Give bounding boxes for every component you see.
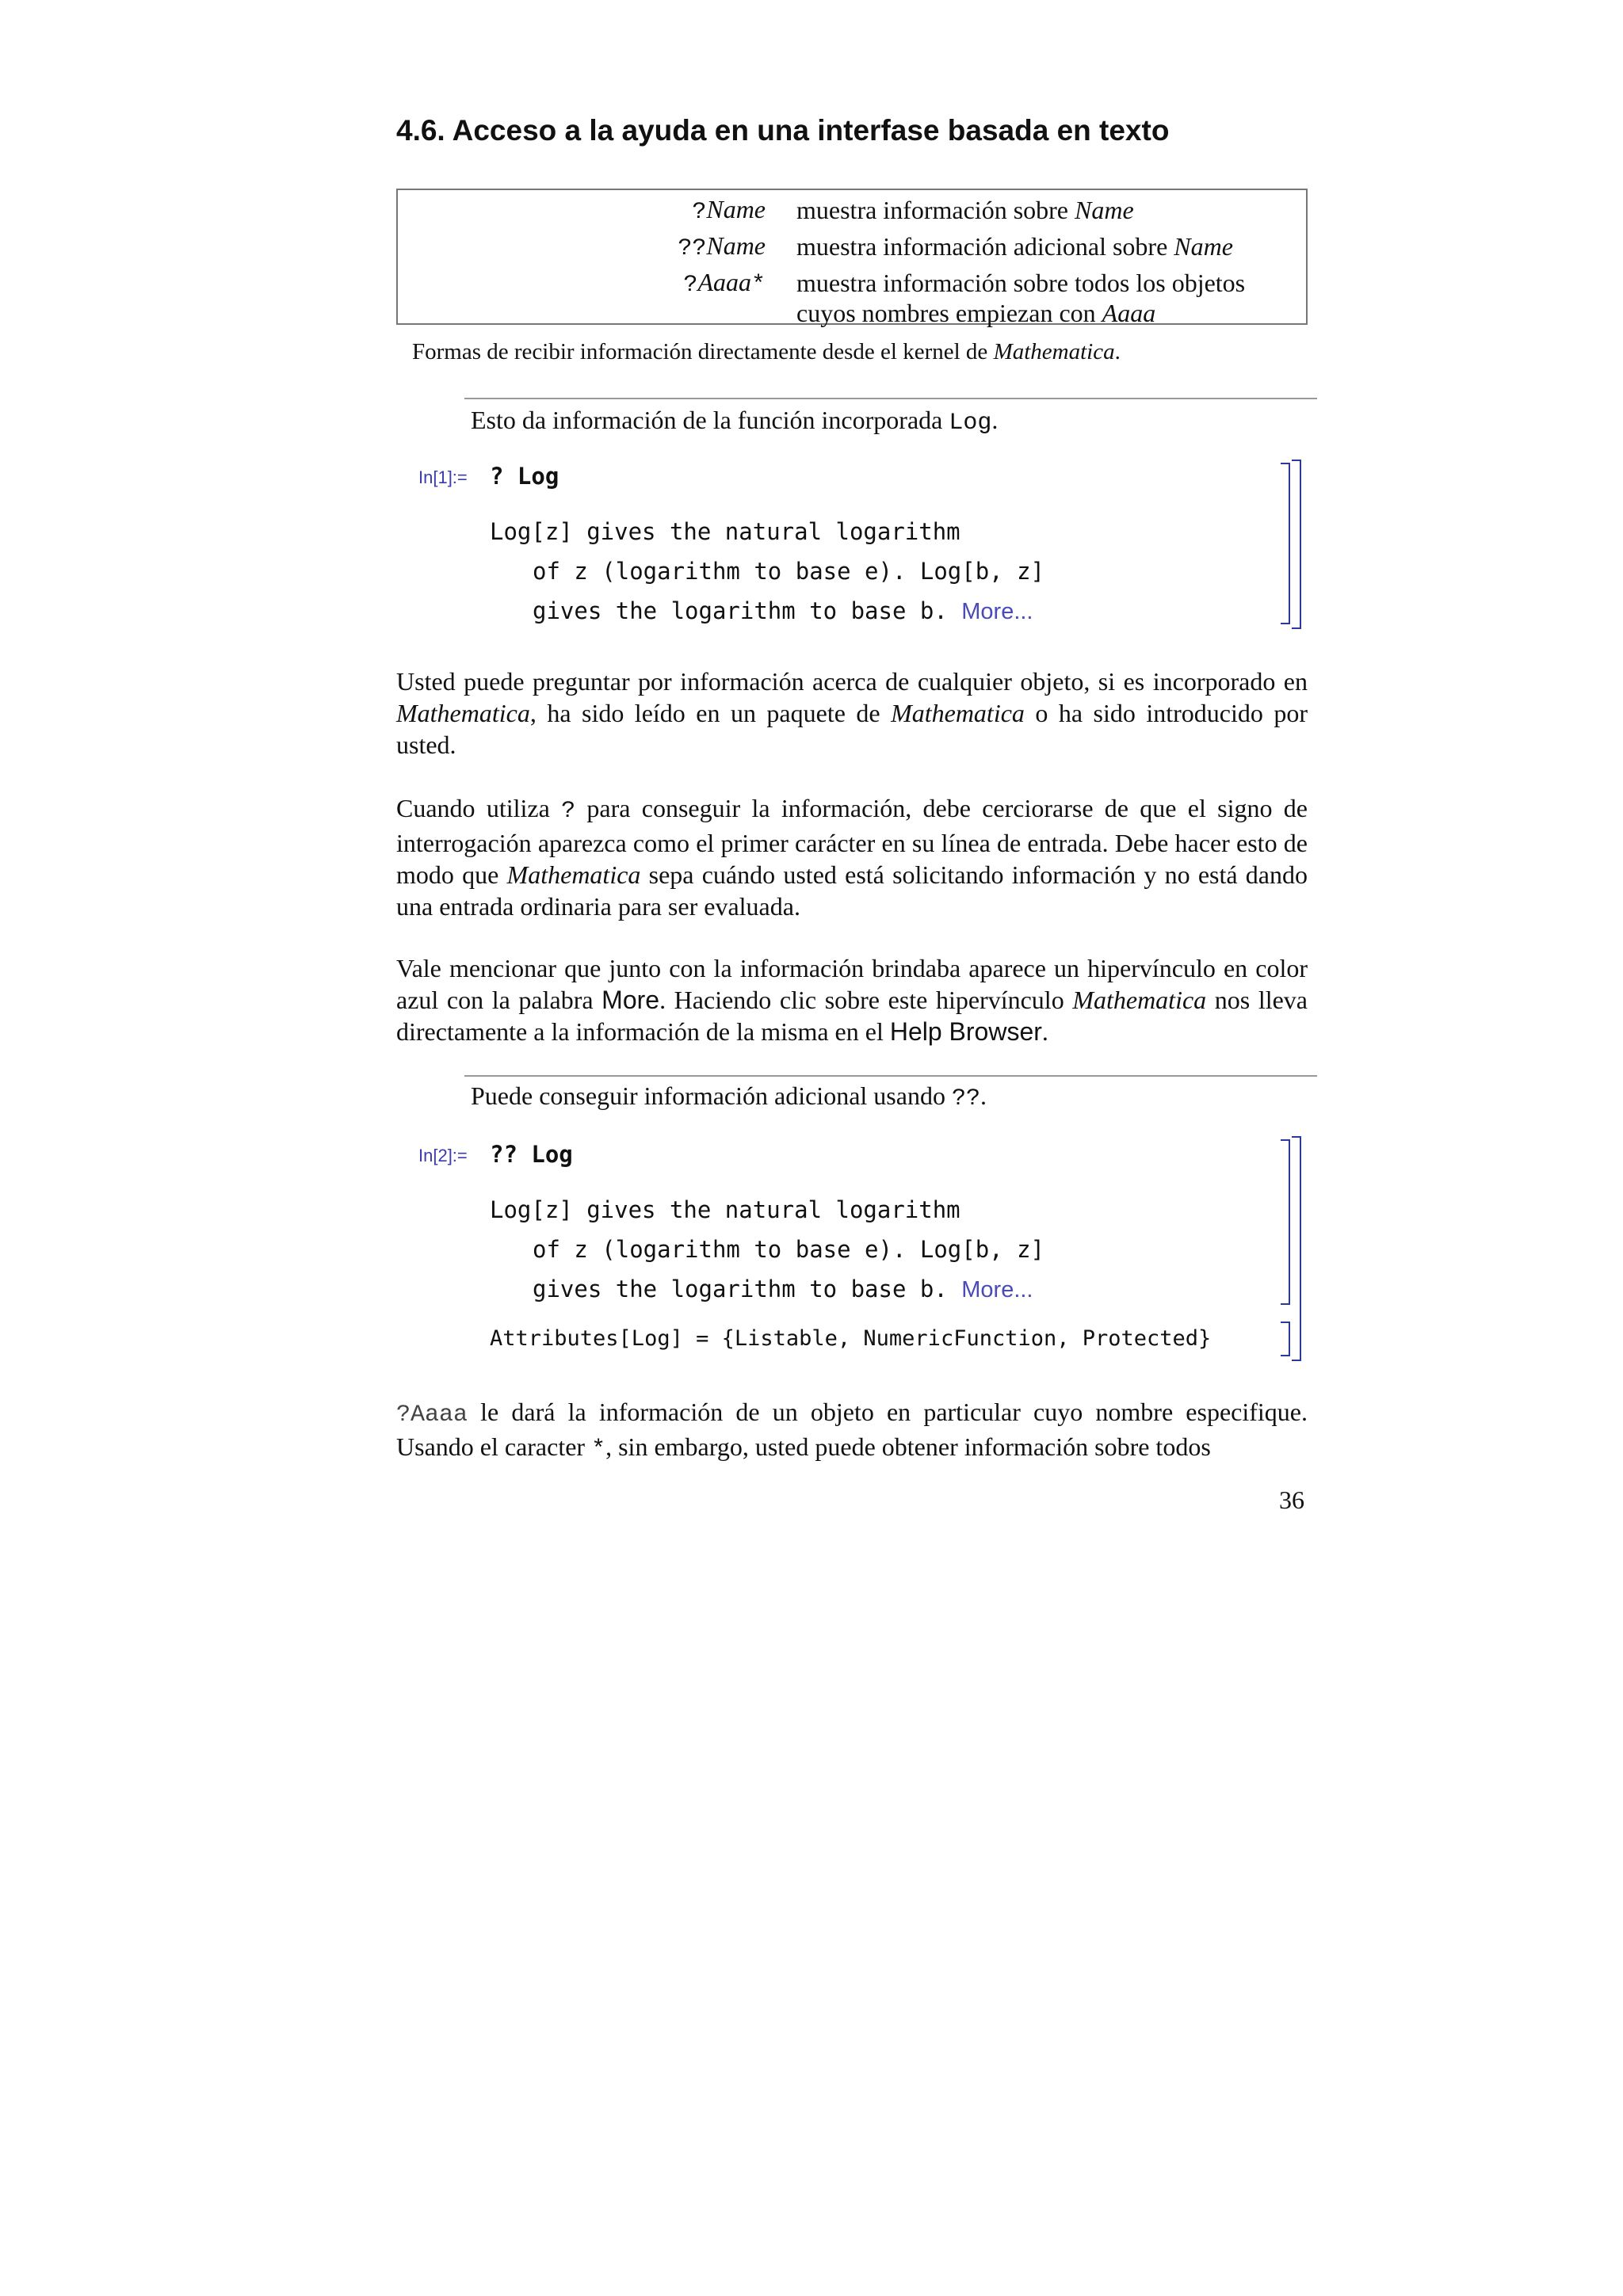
attributes-line: Attributes[Log] = {Listable, NumericFunction, Protected} [490,1326,1212,1351]
paragraph: ?Aaaa le dará la información de un objeto en particular cuyo nombre especifique. Usando el caracter *, sin embargo, usted puede obtener información sobre todos [396,1398,1308,1463]
output-line: Log[z] gives the natural logarithm [490,1196,960,1223]
cell2-text: Puede conseguir información adicional usando ??. [471,1081,987,1112]
output-line: of z (logarithm to base e). Log[b, z] [533,1236,1045,1263]
output-line: Log[z] gives the natural logarithm [490,518,960,545]
cell1-text: Esto da información de la función incorporada Log. [471,406,999,437]
input-code[interactable]: ?? Log [490,1141,573,1168]
input-label: In[1]:= [418,467,468,487]
cell-bracket[interactable] [1281,1139,1290,1305]
group-bracket[interactable] [1292,1136,1301,1361]
paragraph: Cuando utiliza ? para conseguir la información, debe cerciorarse de que el signo de interrogación aparezca como el primer carácter en su línea de entrada. Debe hacer esto de modo que Mathematica sepa cuándo usted está solicitando información y no está dando una entrada ordinaria para ser evaluada. [396,794,1308,921]
paragraph: Usted puede preguntar por información acerca de cualquier objeto, si es incorporado en Mathematica, ha sido leído en un paquete de Mathematica o ha sido introducido por usted. [396,667,1308,759]
divider [464,1075,1317,1077]
paragraph: Vale mencionar que junto con la información brindaba aparece un hipervínculo en color azul con la palabra More. Haciendo clic sobre este hipervínculo Mathematica nos lleva directamente a la información de la misma en el Help Browser. [396,954,1308,1046]
divider [464,398,1317,399]
command-table: ?Name muestra información sobre Name ??Name muestra información adicional sobre Name ?Aaaa* muestra información sobre todos los objetos cuyos nombres empiezan con Aaaa [396,189,1308,325]
input-code[interactable]: ? Log [490,463,559,490]
output-line: gives the logarithm to base b. More... [533,1276,1033,1302]
section-heading: 4.6. Acceso a la ayuda en una interfase basada en texto [396,114,1170,147]
input-label: In[2]:= [418,1146,468,1165]
table-caption: Formas de recibir información directamente desde el kernel de Mathematica. [412,339,1121,364]
group-bracket[interactable] [1292,460,1301,629]
cell-bracket[interactable] [1281,1322,1290,1356]
page-number: 36 [1279,1486,1304,1514]
more-link[interactable]: More... [961,1277,1033,1302]
more-link[interactable]: More... [961,599,1033,624]
output-line: of z (logarithm to base e). Log[b, z] [533,558,1045,585]
output-line: gives the logarithm to base b. More... [533,597,1033,624]
cell-bracket[interactable] [1281,463,1290,624]
